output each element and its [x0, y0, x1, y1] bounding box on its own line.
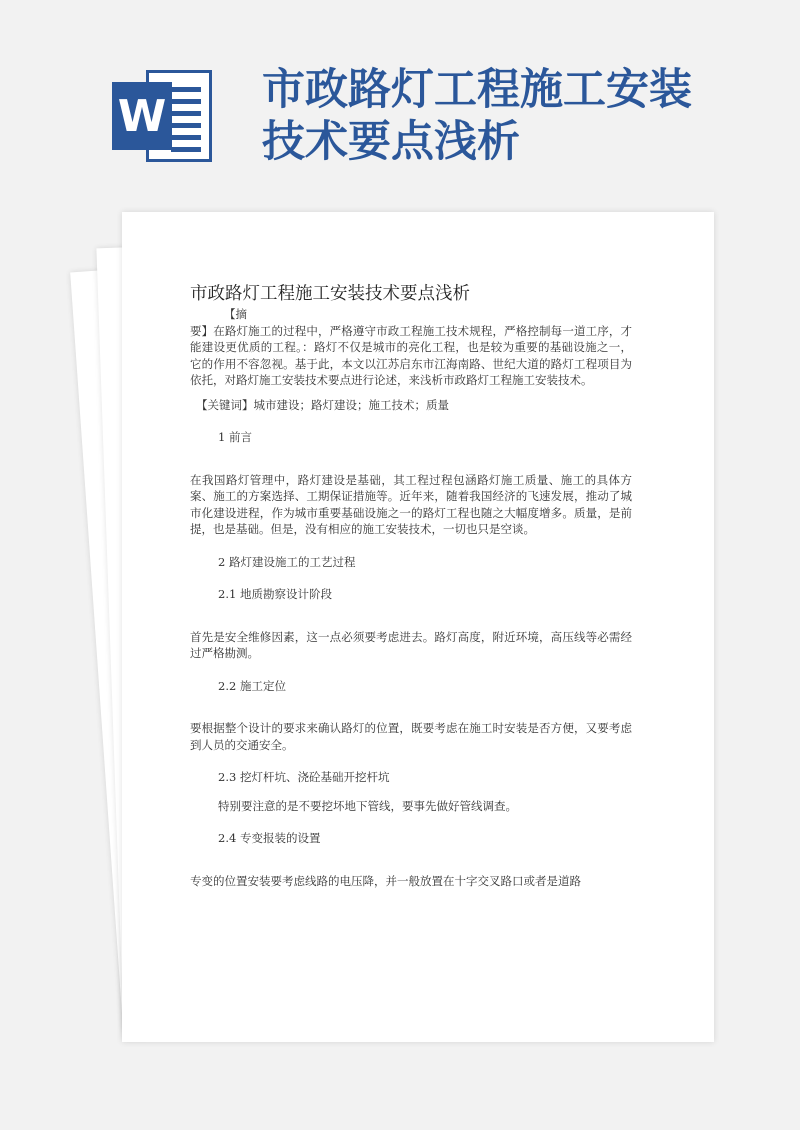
document-page: [122, 212, 714, 1042]
section-2-1-heading: 2.1 地质勘察设计阶段: [218, 587, 332, 601]
section-2-2-heading: 2.2 施工定位: [218, 678, 286, 693]
section-2-2-paragraph: 要根据整个设计的要求来确认路灯的位置，既要考虑在施工时安装是否方便，又要考虑到人员的交通安全。: [190, 721, 632, 752]
abstract-text: 要】在路灯施工的过程中，严格遵守市政工程施工技术规程，严格控制每一道工序，才能建设更优质的工程。：路灯不仅是城市的亮化工程，也是较为重要的基础设施之一，它的作用不容忽视。基于此，本文以江苏启东市江海南路、世纪大道的路灯工程项目为依托，对路灯施工安装技术要点进行论述，来浅析市政路灯工程施工安装技术。: [190, 323, 632, 387]
section-2-3-paragraph: 特别要注意的是不要挖坏地下管线，要事先做好管线调查。: [218, 798, 517, 813]
keywords: 【关键词】城市建设；路灯建设；施工技术；质量: [196, 397, 449, 412]
document-content: [190, 282, 632, 889]
paper-title: 市政路灯工程施工安装技术要点浅析: [190, 284, 470, 304]
section-1-heading: 1 前言: [218, 430, 252, 444]
word-document-icon: [112, 70, 212, 162]
header-title: 市政路灯工程施工安装技术要点浅析: [262, 65, 692, 167]
section-2-3-heading: 2.3 挖灯杆坑、浇砼基础开挖杆坑: [218, 770, 390, 784]
word-w-icon: W: [112, 82, 172, 150]
section-2-1-paragraph: 首先是安全维修因素，这一点必须要考虑进去。路灯高度，附近环境，高压线等必需经过严格勘测。: [190, 629, 632, 660]
abstract-label: 【摘: [224, 307, 247, 321]
section-2-heading: 2 路灯建设施工的工艺过程: [218, 554, 356, 569]
section-2-4-heading: 2.4 专变报装的设置: [218, 831, 321, 845]
section-2-4-paragraph: 专变的位置安装要考虑线路的电压降，并一般放置在十字交叉路口或者是道路: [190, 873, 581, 888]
section-1-paragraph: 在我国路灯管理中，路灯建设是基础，其工程过程包涵路灯施工质量、施工的具体方案、施工的方案选择、工期保证措施等。近年来，随着我国经济的飞速发展，推动了城市化建设进程，作为城市重要基础设施之一的路灯工程也随之大幅度增多。质量，是前提，也是基础。但是，没有相应的施工安装技术，一切也只是空谈。: [190, 472, 632, 536]
